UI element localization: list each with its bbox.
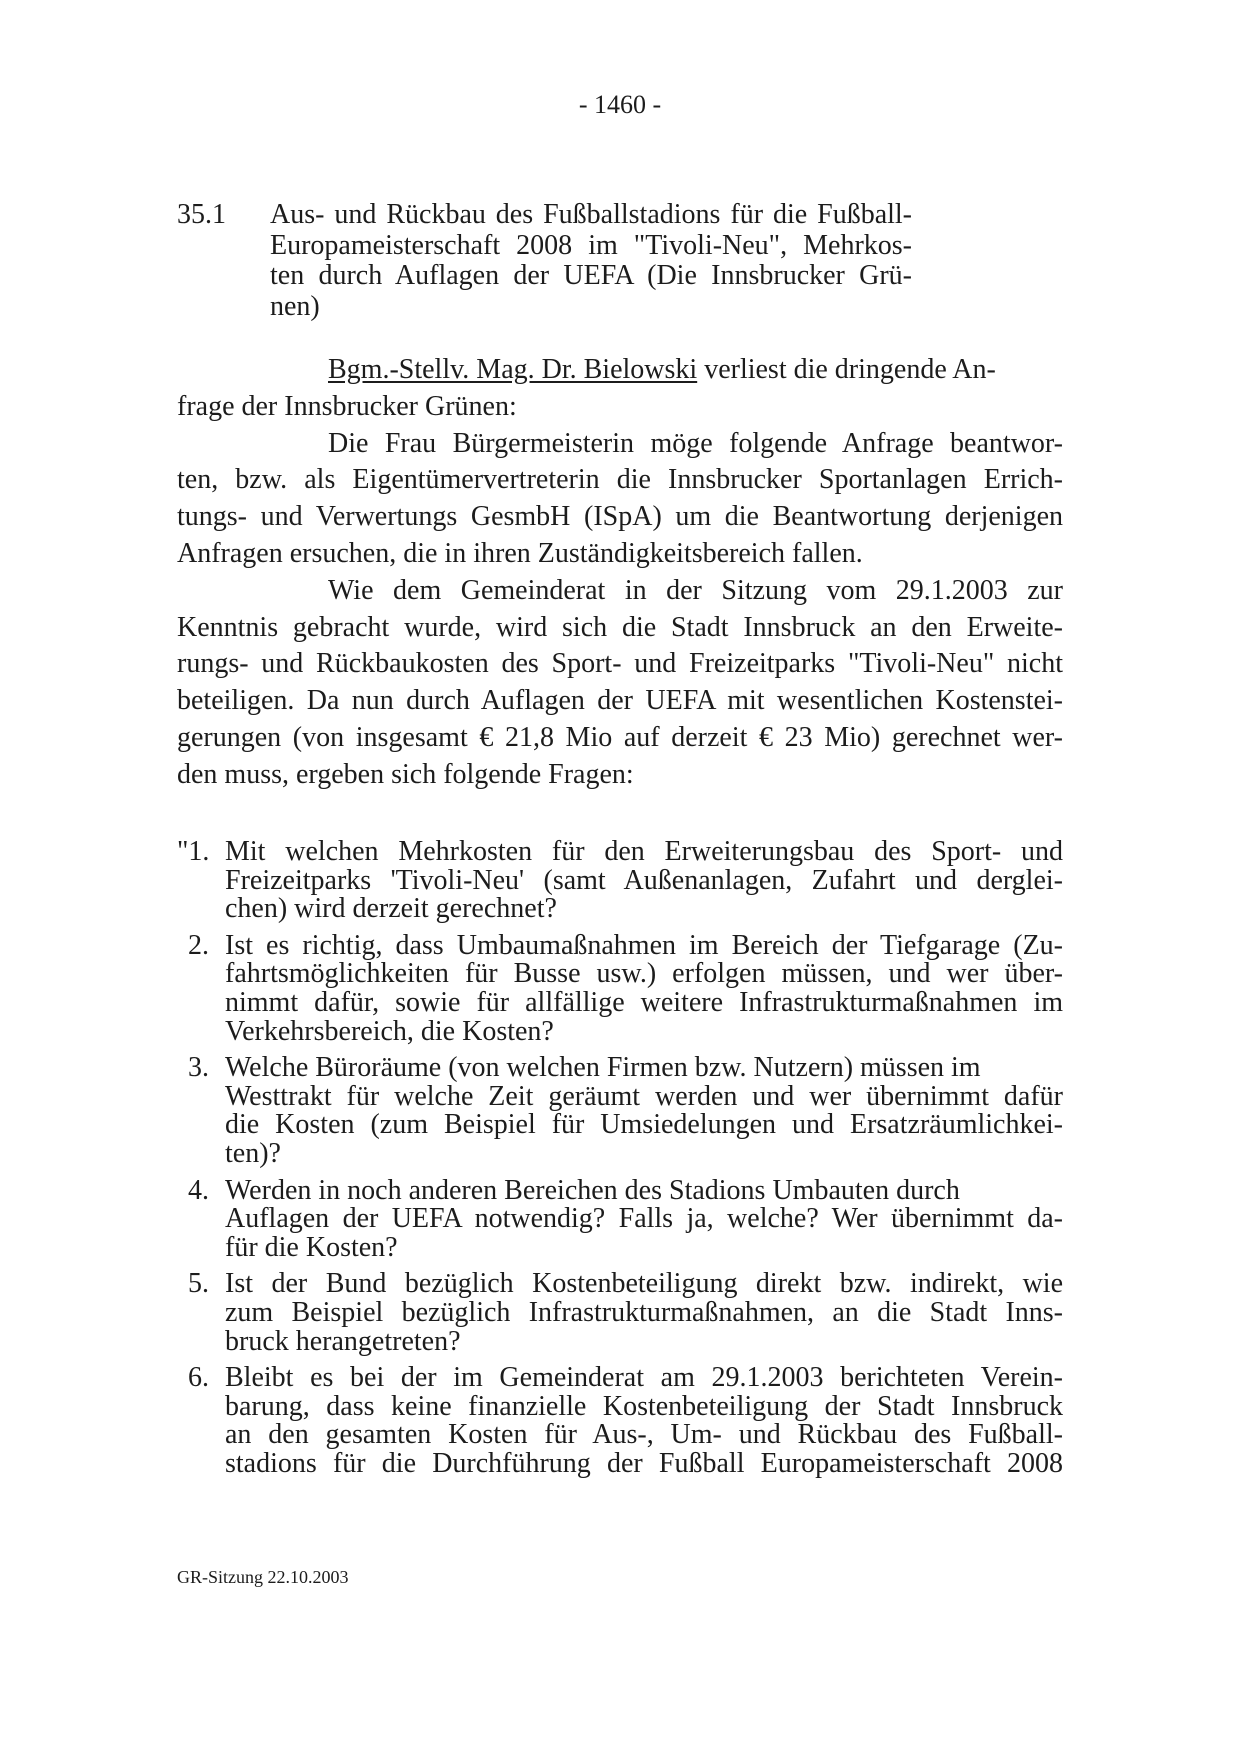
text-line: ten)? <box>225 1137 281 1169</box>
question-item <box>177 1054 1063 1168</box>
text-line: gerungen (von insgesamt € 21,8 Mio auf derzeit € 23 Mio) gerechnet wer- <box>177 721 1063 753</box>
text-line: beteiligen. Da nun durch Auflagen der UEFA mit wesentlichen Kostenstei- <box>177 685 1063 717</box>
question-text <box>225 1364 1063 1478</box>
document-body <box>177 352 1063 794</box>
text-line: Die Frau Bürgermeisterin möge folgende Anfrage beantwor- <box>328 427 1063 459</box>
text-line: Anfragen ersuchen, die in ihren Zuständigkeitsbereich fallen. <box>177 537 863 569</box>
question-item <box>177 1174 1063 1263</box>
text-line: für die Kosten? <box>225 1231 398 1263</box>
text-line: Ist es richtig, dass Umbaumaßnahmen im Bereich der Tiefgarage (Zu- <box>225 929 1063 961</box>
text-line: Auflagen der UEFA notwendig? Falls ja, welche? Wer übernimmt da- <box>225 1203 1063 1235</box>
text-line: Kenntnis gebracht wurde, wird sich die Stadt Innsbruck an den Erweite- <box>177 611 1063 643</box>
text-line: nimmt dafür, sowie für allfällige weitere Infrastrukturmaßnahmen im <box>225 986 1063 1018</box>
question-text <box>225 1054 1063 1168</box>
text-line: fahrtsmöglichkeiten für Busse usw.) erfolgen müssen, und wer über- <box>225 958 1063 990</box>
text-line: Verkehrsbereich, die Kosten? <box>225 1015 554 1047</box>
question-item <box>177 838 1063 924</box>
text-line <box>177 352 1063 389</box>
text-line: Westtrakt für welche Zeit geräumt werden und wer übernimmt dafür <box>225 1080 1063 1112</box>
page-number: - 1460 - <box>578 90 662 119</box>
question-number: "1. <box>177 836 210 867</box>
text-line: Freizeitparks 'Tivoli-Neu' (samt Außenanlagen, Zufahrt und derglei- <box>225 864 1063 896</box>
background-paragraph <box>177 573 1063 794</box>
question-number: 3. <box>188 1052 209 1084</box>
question-item <box>177 929 1063 1047</box>
text-line: Aus- und Rückbau des Fußballstadions für die Fußball- <box>270 199 912 230</box>
text-line: bruck herangetreten? <box>225 1325 461 1357</box>
text-line: zum Beispiel bezüglich Infrastrukturmaßnahmen, an die Stadt Inns- <box>225 1296 1063 1328</box>
question-number: 2. <box>188 929 209 961</box>
text-line: nen) <box>270 290 320 322</box>
text-line: Europameisterschaft 2008 im "Tivoli-Neu", Mehrkos- <box>270 229 912 261</box>
question-text <box>225 929 1063 1047</box>
section-heading <box>177 200 1063 322</box>
question-number: 5. <box>188 1268 209 1300</box>
text-run: verliest die dringende An- <box>697 354 996 385</box>
text-line: barung, dass keine finanzielle Kostenbeteiligung der Stadt Innsbruck <box>225 1390 1063 1422</box>
text-line: an den gesamten Kosten für Aus-, Um- und Rückbau des Fußball- <box>225 1419 1063 1451</box>
text-line: rungs- und Rückbaukosten des Sport- und Freizeitparks "Tivoli-Neu" nicht <box>177 648 1063 680</box>
text-line: Welche Büroräume (von welchen Firmen bzw. Nutzern) müssen im <box>225 1052 981 1084</box>
text-line: chen) wird derzeit gerechnet? <box>225 893 557 925</box>
text-line: Wie dem Gemeinderat in der Sitzung vom 29.1.2003 zur <box>328 574 1063 606</box>
question-text <box>225 1270 1063 1356</box>
question-list <box>177 838 1063 1486</box>
text-line: frage der Innsbrucker Grünen: <box>177 390 517 422</box>
section-number: 35.1 <box>177 199 226 230</box>
request-paragraph <box>177 426 1063 573</box>
text-line: Ist der Bund bezüglich Kostenbeteiligung direkt bzw. indirekt, wie <box>225 1268 1063 1300</box>
text-line: die Kosten (zum Beispiel für Umsiedelungen und Ersatzräumlichkei- <box>225 1109 1063 1141</box>
text-line: Bleibt es bei der im Gemeinderat am 29.1.2003 berichteten Verein- <box>225 1362 1063 1394</box>
question-text <box>225 838 1063 924</box>
page-footer: GR-Sitzung 22.10.2003 <box>177 1567 349 1587</box>
question-number: 6. <box>188 1362 209 1394</box>
text-line: tungs- und Verwertungs GesmbH (ISpA) um die Beantwortung derjenigen <box>177 501 1063 533</box>
text-line: ten, bzw. als Eigentümervertreterin die Innsbrucker Sportanlagen Errich- <box>177 464 1063 496</box>
text-line: stadions für die Durchführung der Fußball Europameisterschaft 2008 <box>225 1447 1063 1479</box>
text-line: den muss, ergeben sich folgende Fragen: <box>177 758 634 790</box>
section-title <box>270 200 912 322</box>
question-item <box>177 1270 1063 1356</box>
text-line: Mit welchen Mehrkosten für den Erweiterungsbau des Sport- und <box>225 836 1063 867</box>
text-line: Werden in noch anderen Bereichen des Stadions Umbauten durch <box>225 1174 960 1206</box>
text-line: ten durch Auflagen der UEFA (Die Innsbrucker Grü- <box>270 260 912 291</box>
intro-paragraph <box>177 352 1063 426</box>
question-item <box>177 1364 1063 1478</box>
question-text <box>225 1174 1063 1263</box>
question-number: 4. <box>188 1174 209 1206</box>
speaker-name: Bgm.-Stellv. Mag. Dr. Bielowski <box>328 354 698 385</box>
